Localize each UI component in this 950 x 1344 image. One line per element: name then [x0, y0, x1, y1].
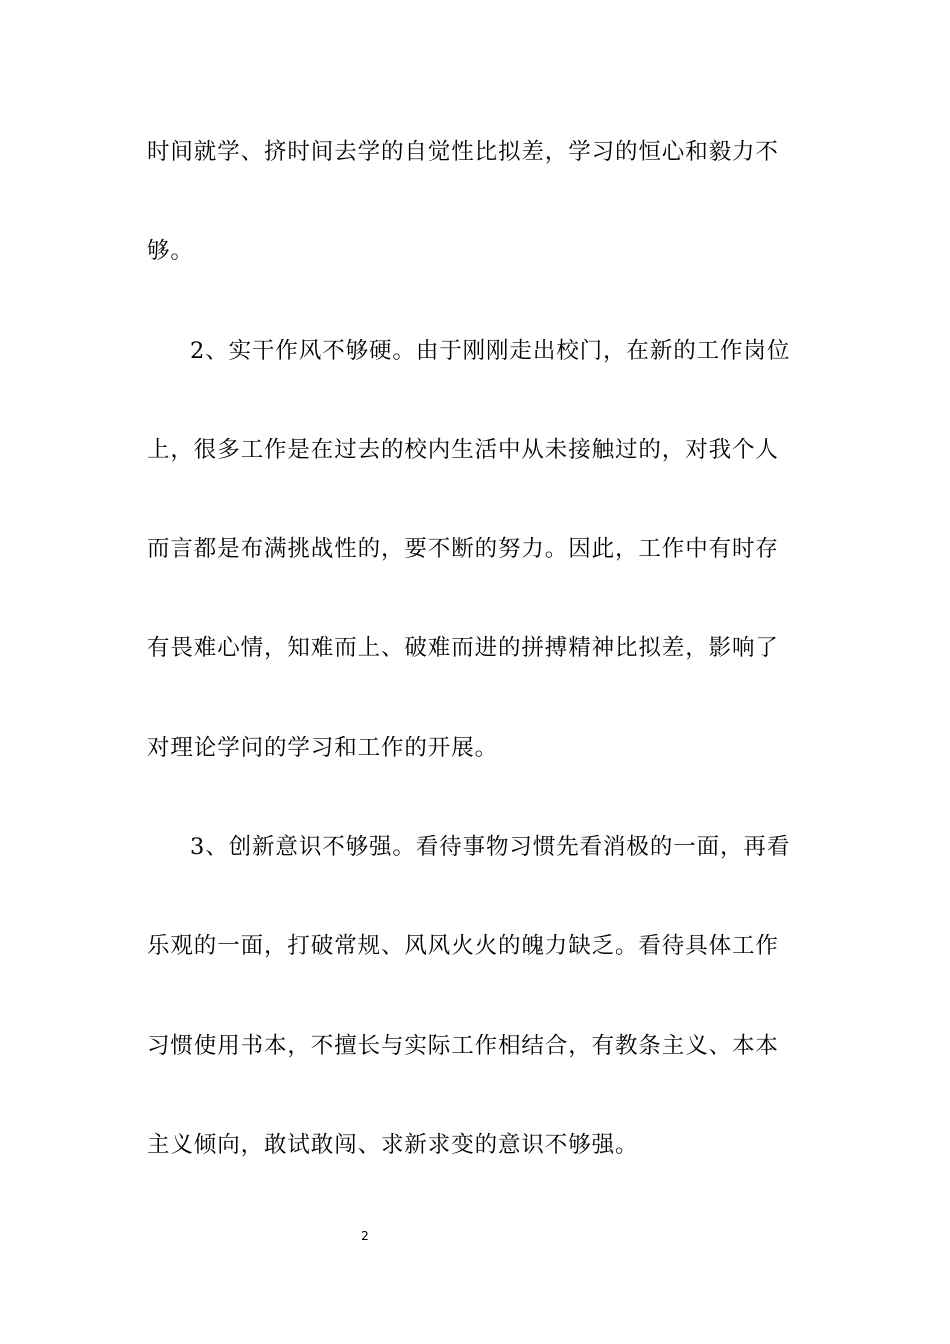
paragraph-1-line-1: 时间就学、挤时间去学的自觉性比拟差，学习的恒心和毅力不 [147, 139, 779, 165]
paragraph-3-line-1: 3、创新意识不够强。看待事物习惯先看消极的一面，再看 [190, 834, 791, 860]
paragraph-3-line-4: 主义倾向，敢试敢闯、求新求变的意识不够强。 [147, 1132, 639, 1158]
paragraph-2-line-4: 有畏难心情，知难而上、破难而进的拼搏精神比拟差，影响了 [147, 635, 779, 661]
paragraph-2-line-1: 2、实干作风不够硬。由于刚刚走出校门，在新的工作岗位 [190, 338, 791, 364]
paragraph-2-line-5: 对理论学问的学习和工作的开展。 [147, 735, 499, 761]
paragraph-3-line-2: 乐观的一面，打破常规、风风火火的魄力缺乏。看待具体工作 [147, 933, 779, 959]
paragraph-3-line-3: 习惯使用书本，不擅长与实际工作相结合，有教条主义、本本 [147, 1033, 779, 1059]
paragraph-2-line-2: 上，很多工作是在过去的校内生活中从未接触过的，对我个人 [147, 437, 779, 463]
page-number: 2 [361, 1229, 369, 1243]
paragraph-2-line-3: 而言都是布满挑战性的，要不断的努力。因此，工作中有时存 [147, 536, 779, 562]
paragraph-1-line-2: 够。 [147, 238, 194, 264]
